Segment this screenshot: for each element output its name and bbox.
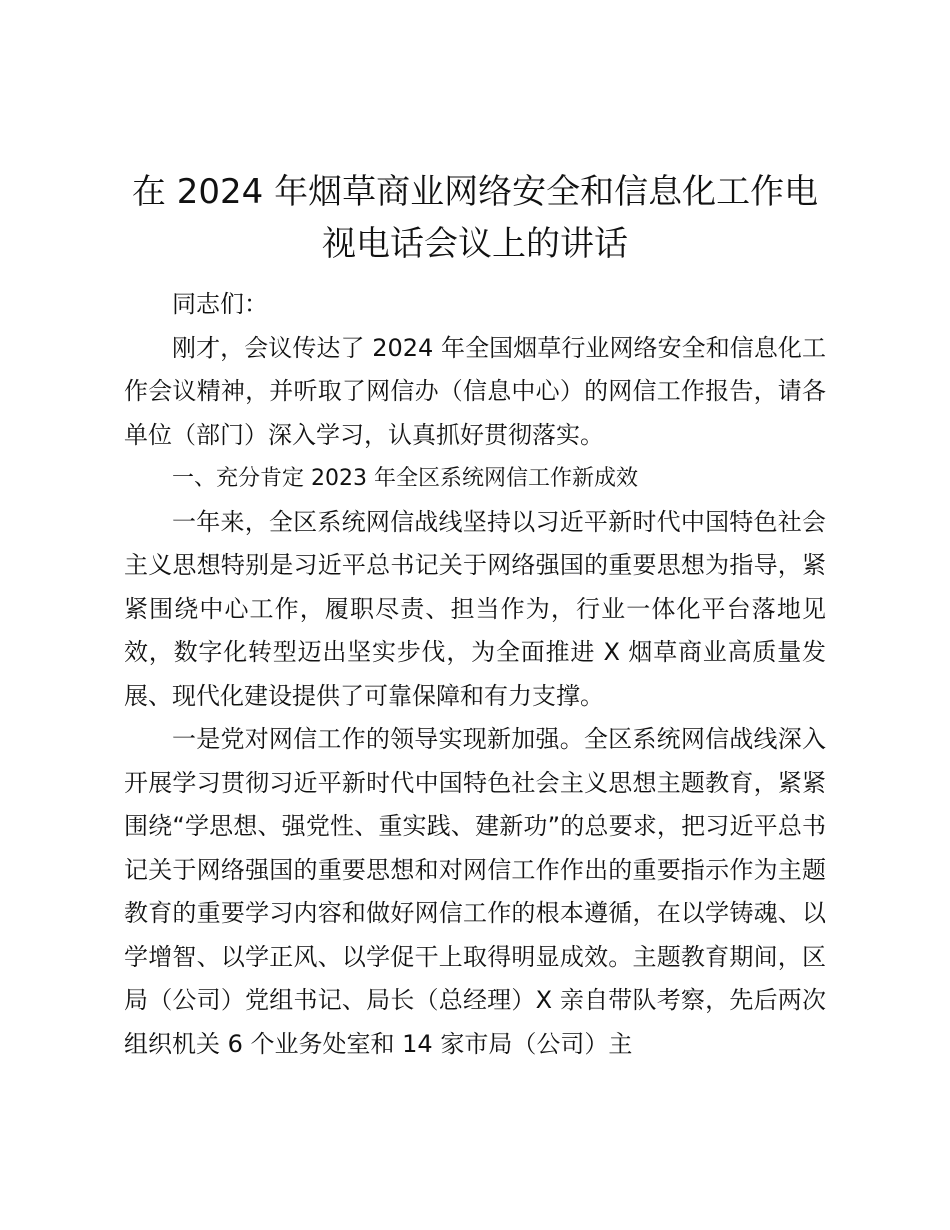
paragraph-point-1: 一是党对网信工作的领导实现新加强。全区系统网信战线深入开展学习贯彻习近平新时代中国特色社会主义思想主题教育，紧紧围绕“学思想、强党性、重实践、建新功”的总要求，把习近平总书记关于网络强国的重要思想和对网信工作作出的重要指示作为主题教育的重要学习内容和做好网信工作的根本遵循，在以学铸魂、以学增智、以学正风、以学促干上取得明显成效。主题教育期间，区局（公司）党组书记、局长（总经理）X 亲自带队考察，先后两次组织机关 6 个业务处室和 14 家市局（公司）主 <box>124 725 826 1058</box>
paragraph-overview: 一年来，全区系统网信战线坚持以习近平新时代中国特色社会主义思想特别是习近平总书记关于网络强国的重要思想为指导，紧紧围绕中心工作，履职尽责、担当作为，行业一体化平台落地见效，数字化转型迈出坚实步伐，为全面推进 X 烟草商业高质量发展、现代化建设提供了可靠保障和有力支撑。 <box>124 507 826 710</box>
salutation: 同志们： <box>172 290 268 318</box>
paragraph-intro: 刚才，会议传达了 2024 年全国烟草行业网络安全和信息化工作会议精神，并听取了网信办（信息中心）的网信工作报告，请各单位（部门）深入学习，认真抓好贯彻落实。 <box>124 333 826 449</box>
document-body <box>124 283 826 1066</box>
document-title: 在 2024 年烟草商业网络安全和信息化工作电视电话会议上的讲话 <box>131 172 819 264</box>
section-heading-1: 一、充分肯定 2023 年全区系统网信工作新成效 <box>172 466 638 491</box>
